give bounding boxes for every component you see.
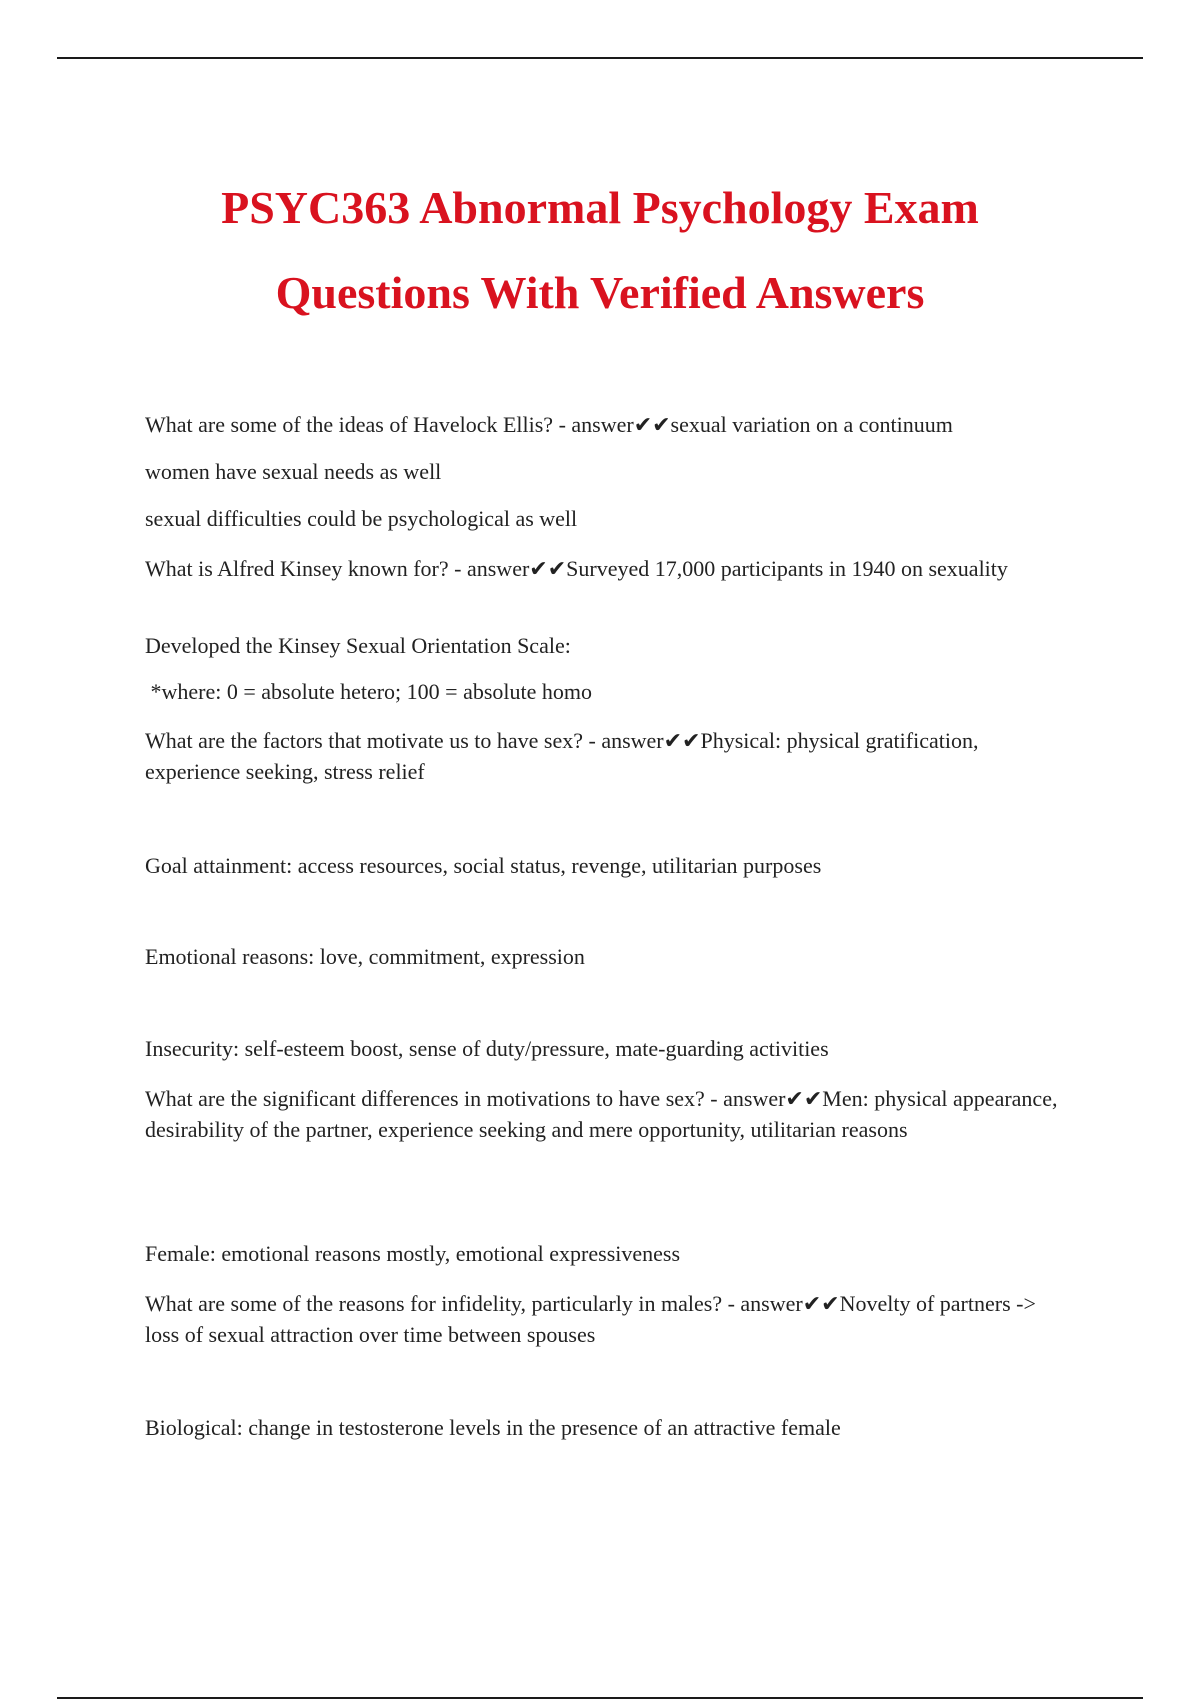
paragraph-kinsey-question: What is Alfred Kinsey known for? - answer✔✔Surveyed 17,000 participants in 1940 on sexuality <box>145 556 1008 581</box>
title-line-2: Questions With Verified Answers <box>275 267 925 318</box>
paragraph-havelock-ellis-question: What are some of the ideas of Havelock Ellis? - answer✔✔sexual variation on a continuum <box>145 412 953 437</box>
paragraph-emotional-reasons: Emotional reasons: love, commitment, expression <box>145 944 585 969</box>
paragraph-kinsey-scale-note: *where: 0 = absolute hetero; 100 = absolute homo <box>145 679 592 704</box>
paragraph-motivation-question: What are the factors that motivate us to have sex? - answer✔✔Physical: physical gratification, experience seeking, stress relief <box>145 728 979 784</box>
paragraph-differences-question: What are the significant differences in motivations to have sex? - answer✔✔Men: physical appearance, desirability of the partner, experience seeking and mere opportunity, utilitarian reasons <box>145 1086 1058 1142</box>
paragraph-kinsey-scale: Developed the Kinsey Sexual Orientation Scale: <box>145 633 571 658</box>
paragraph-female-motivations: Female: emotional reasons mostly, emotional expressiveness <box>145 1241 681 1266</box>
paragraph-goal-attainment: Goal attainment: access resources, social status, revenge, utilitarian purposes <box>145 853 822 878</box>
title-line-1: PSYC363 Abnormal Psychology Exam <box>221 182 979 233</box>
paragraph-biological: Biological: change in testosterone levels in the presence of an attractive female <box>145 1415 841 1440</box>
paragraph-insecurity: Insecurity: self-esteem boost, sense of duty/pressure, mate-guarding activities <box>145 1036 829 1061</box>
bottom-rule <box>57 1697 1143 1699</box>
paragraph-sexual-difficulties: sexual difficulties could be psychological as well <box>145 506 578 531</box>
page-title <box>0 165 1200 335</box>
paragraph-women-needs: women have sexual needs as well <box>145 459 442 484</box>
paragraph-infidelity-question: What are some of the reasons for infidelity, particularly in males? - answer✔✔Novelty of partners -> loss of sexual attraction over time between spouses <box>145 1291 1036 1347</box>
top-rule <box>57 57 1143 59</box>
